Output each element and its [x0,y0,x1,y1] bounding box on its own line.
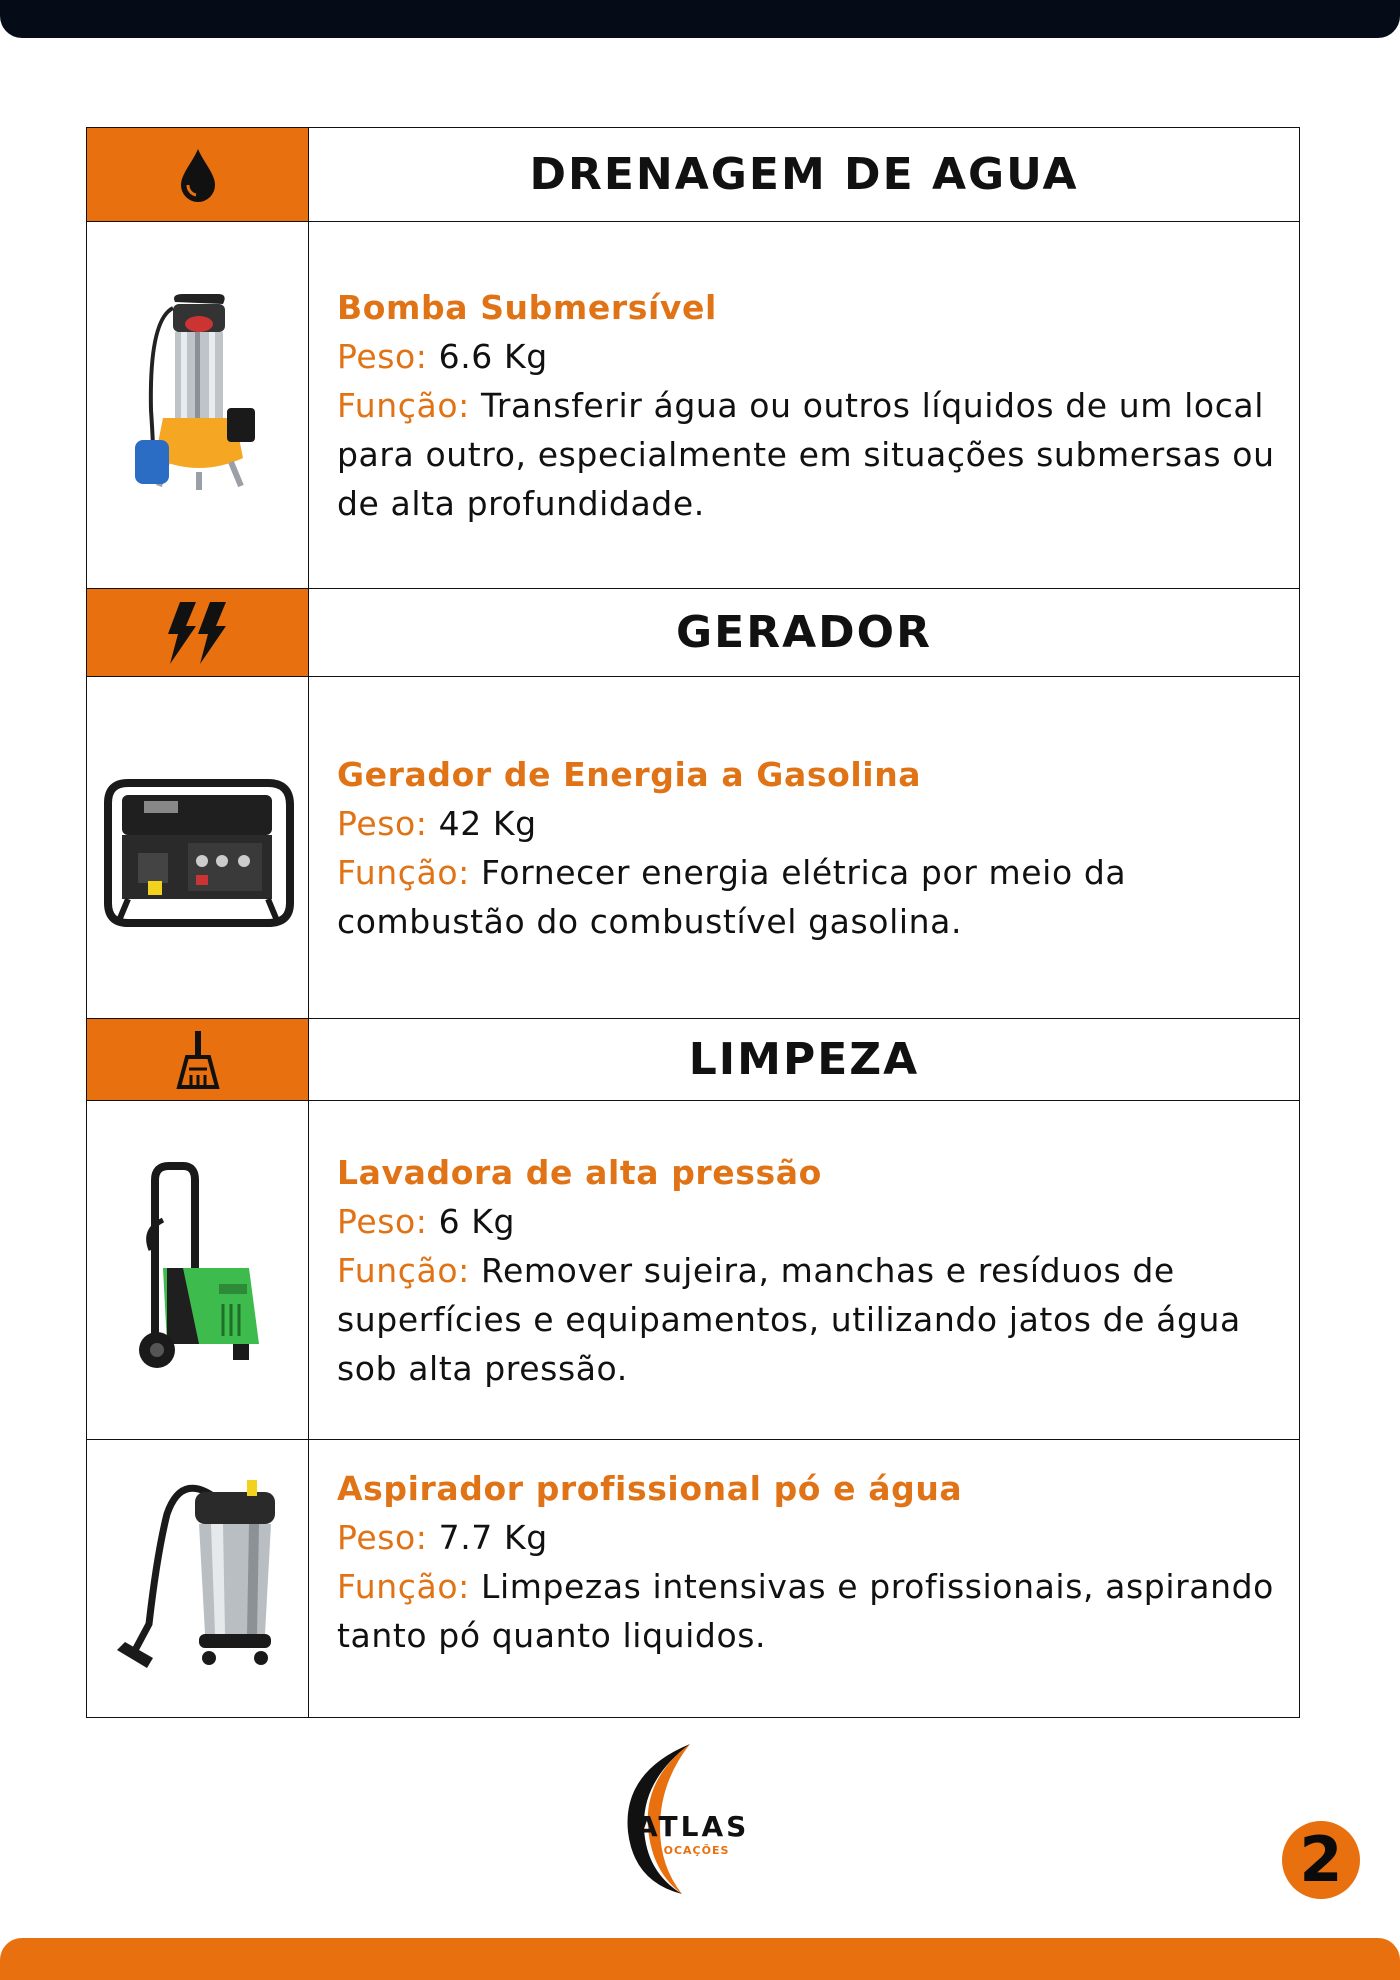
wet-dry-vacuum-image [113,1474,283,1684]
pressure-washer-image [123,1160,273,1380]
section-icon-cell [87,128,309,222]
product-weight [337,1513,1299,1562]
lightning-icon [160,600,236,666]
equipment-catalog-table [86,127,1300,1718]
function-text: Limpezas intensivas e profissionais, aspirando tanto pó quanto liquidos. [337,1567,1274,1655]
section-title: DRENAGEM DE AGUA [309,128,1300,222]
broom-icon [175,1029,221,1091]
weight-label: Peso: [337,1201,428,1241]
product-image-cell [87,1101,309,1440]
product-info-cell [309,1101,1300,1440]
product-image-cell [87,1440,309,1718]
weight-label: Peso: [337,803,428,843]
section-title: LIMPEZA [309,1019,1300,1101]
product-function [337,1562,1299,1660]
product-function [337,381,1299,528]
product-weight [337,332,1299,381]
product-row [87,222,1300,589]
product-name: Gerador de Energia a Gasolina [337,754,922,794]
product-name: Lavadora de alta pressão [337,1152,822,1192]
bottom-footer-bar [0,1938,1400,1980]
product-weight [337,799,1299,848]
gasoline-generator-image [98,763,298,933]
function-label: Função: [337,1250,470,1290]
function-label: Função: [337,852,470,892]
section-icon-cell [87,589,309,677]
page-number-badge: 2 [1282,1821,1360,1899]
product-weight [337,1197,1299,1246]
function-text: Remover sujeira, manchas e resíduos de superfícies e equipamentos, utilizando jatos de água sob alta pressão. [337,1250,1241,1388]
product-function [337,848,1299,946]
logo-subtitle: LOCAÇÕES [656,1844,730,1857]
function-label: Função: [337,1567,470,1606]
weight-value: 42 Kg [438,803,537,843]
product-info-cell [309,1440,1300,1718]
section-header-gerador [87,589,1300,677]
weight-label: Peso: [337,1518,428,1557]
product-function [337,1246,1299,1393]
function-label: Função: [337,385,470,425]
product-info-cell [309,222,1300,589]
section-header-drenagem [87,128,1300,222]
product-row [87,1440,1300,1718]
top-header-bar [0,0,1400,38]
submersible-pump-image [123,290,273,520]
atlas-logo [620,1742,790,1902]
function-text: Fornecer energia elétrica por meio da combustão do combustível gasolina. [337,852,1127,941]
crescent-logo-icon [620,1742,790,1902]
section-header-limpeza [87,1019,1300,1101]
product-image-cell [87,222,309,589]
section-title: GERADOR [309,589,1300,677]
weight-value: 7.7 Kg [438,1518,548,1557]
weight-value: 6.6 Kg [438,336,548,376]
product-row [87,1101,1300,1440]
product-name: Aspirador profissional pó e água [337,1469,963,1508]
water-drop-icon [178,147,218,203]
product-info-cell [309,677,1300,1019]
weight-label: Peso: [337,336,428,376]
product-name: Bomba Submersível [337,287,717,327]
product-image-cell [87,677,309,1019]
product-row [87,677,1300,1019]
weight-value: 6 Kg [438,1201,516,1241]
logo-name: ATLAS [636,1810,750,1843]
section-icon-cell [87,1019,309,1101]
function-text: Transferir água ou outros líquidos de um local para outro, especialmente em situações submersas ou de alta profundidade. [337,385,1275,523]
